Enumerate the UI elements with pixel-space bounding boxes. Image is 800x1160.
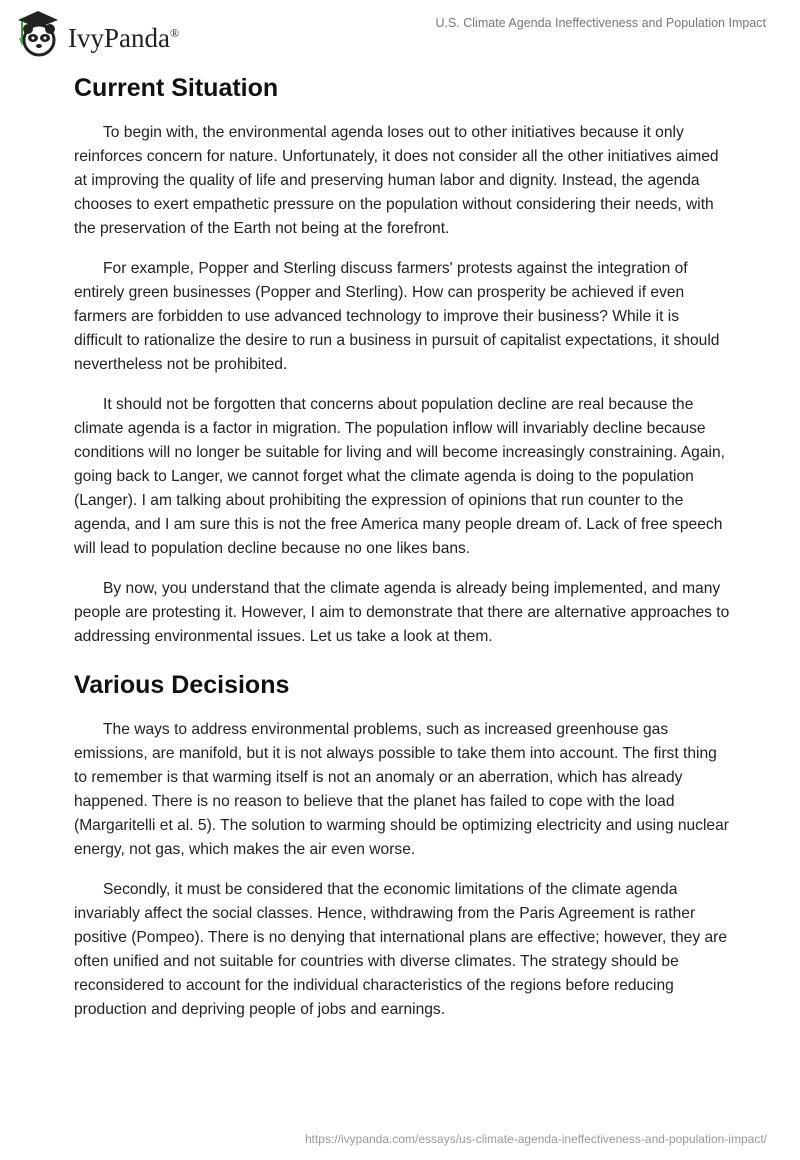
ivypanda-logo[interactable] (12, 8, 179, 58)
paragraph: The ways to address environmental problems, such as increased greenhouse gas emissions, are manifold, but it is not always possible to take them into account. The first thing to remember is that warming itself is not an anomaly or an aberration, which has already happened. There is no reason to believe that the planet has failed to cope with the load (Margaritelli et al. 5). The solution to warming should be optimizing electricity and using nuclear energy, not gas, which makes the air even worse. (74, 721, 729, 858)
paragraph: To begin with, the environmental agenda loses out to other initiatives because it only reinforces concern for nature. Unfortunately, it does not consider all the other initiatives aimed at improving the quality of life and preserving human labor and dignity. Instead, the agenda chooses to exert empathetic pressure on the population without considering their needs, with the preservation of the Earth not being at the forefront. (74, 124, 719, 237)
logo-text: IvyPanda® (68, 22, 180, 53)
section-heading: Current Situation (74, 74, 279, 102)
section-heading: Various Decisions (74, 671, 290, 699)
essay-content (74, 72, 730, 1038)
paragraph: It should not be forgotten that concerns about population decline are real because the climate agenda is a factor in migration. The population inflow will invariably decline because conditions will no longer be suitable for living and will become increasingly constraining. Again, going back to Langer, we cannot forget what the climate agenda is doing to the population (Langer). I am talking about prohibiting the expression of opinions that run counter to the agenda, and I am sure this is not the free America many people dream of. Lack of free speech will lead to population decline because no one likes bans. (74, 396, 725, 557)
paragraph: Secondly, it must be considered that the economic limitations of the climate agenda invariably affect the social classes. Hence, withdrawing from the Paris Agreement is rather positive (Pompeo). There is no denying that international plans are effective; however, they are often unified and not suitable for countries with diverse climates. The strategy should be reconsidered to account for the individual characteristics of the regions before reducing production and depriving people of jobs and earnings. (74, 881, 728, 1018)
paragraph: By now, you understand that the climate agenda is already being implemented, and many people are protesting it. However, I aim to demonstrate that there are alternative approaches to addressing environmental issues. Let us take a look at them. (74, 580, 730, 645)
document-title: U.S. Climate Agenda Ineffectiveness and Population Impact (435, 16, 766, 30)
panda-graduate-icon (12, 8, 64, 58)
source-url[interactable]: https://ivypanda.com/essays/us-climate-agenda-ineffectiveness-and-population-impact/ (304, 1132, 767, 1146)
paragraph: For example, Popper and Sterling discuss farmers' protests against the integration of entirely green businesses (Popper and Sterling). How can prosperity be achieved if even farmers are forbidden to use advanced technology to improve their business? While it is difficult to rationalize the desire to run a business in pursuit of capitalist expectations, it should nevertheless not be prohibited. (74, 260, 720, 373)
